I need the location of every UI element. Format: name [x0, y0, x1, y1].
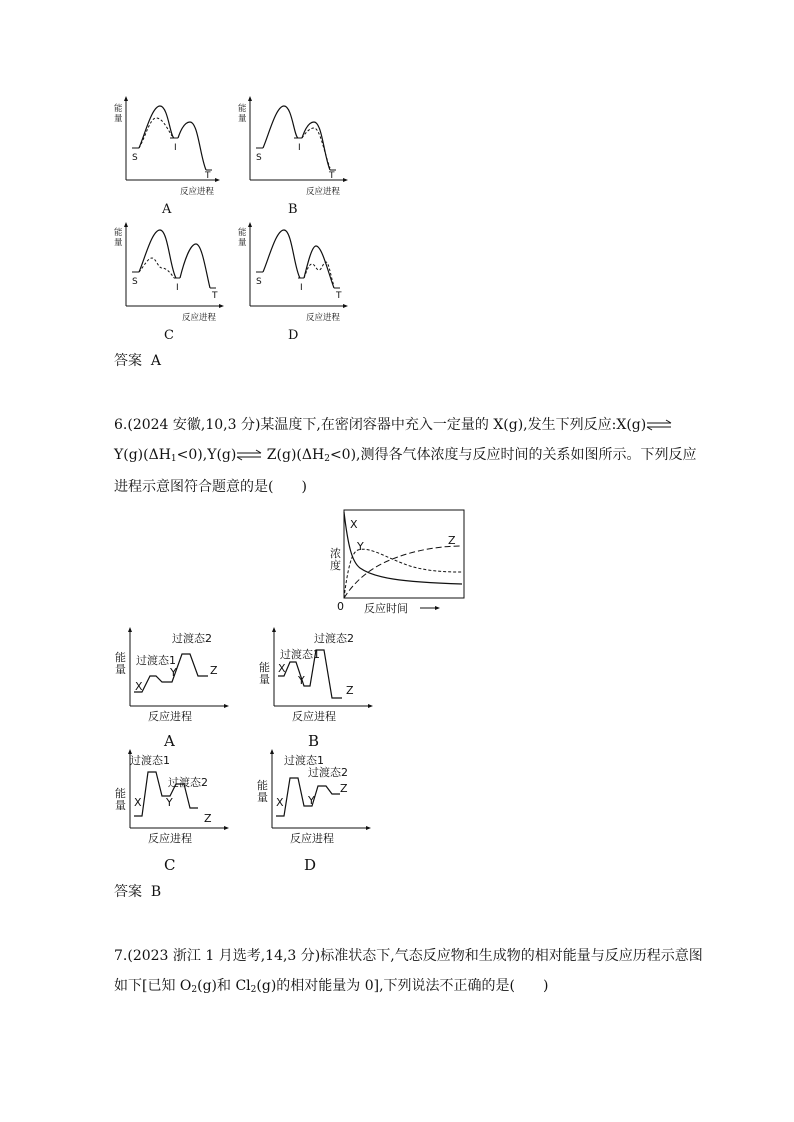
- label-i: I: [298, 143, 301, 153]
- q6-stem-start: 6.(2024 安徽,10,3 分)某温度下,在密闭容器中充入一定量的 X(g),发生下列反应:X(g): [114, 417, 647, 433]
- answer-label: 答案: [114, 353, 142, 369]
- q6-energy-graph-b: [258, 626, 380, 754]
- xlabel: 反应时间: [364, 602, 408, 615]
- energy-plot-d: [256, 748, 378, 876]
- ylabel: 能量: [114, 104, 123, 124]
- option-label: C: [164, 328, 174, 343]
- xlabel: 反应进程: [148, 710, 192, 723]
- q5-graph-b-plot: [236, 96, 352, 216]
- ts2-label: 过渡态2: [308, 766, 348, 779]
- x-label: X: [276, 796, 284, 809]
- option-label: D: [288, 328, 299, 343]
- equilibrium-arrow-icon: [236, 449, 262, 461]
- label-s: S: [256, 277, 262, 287]
- q5-answer: [114, 351, 161, 371]
- xlabel: 反应进程: [182, 313, 217, 323]
- ts1-label: 过渡态1: [136, 654, 176, 667]
- q6-text: Z(g)(ΔH: [266, 447, 325, 463]
- z-label: Z: [346, 684, 354, 697]
- x-label: X: [134, 796, 142, 809]
- x-label: X: [135, 680, 143, 693]
- xlabel: 反应进程: [148, 832, 192, 845]
- q5-graph-c-plot: [112, 222, 228, 344]
- ts1-label: 过渡态1: [280, 648, 320, 661]
- y-label: Y: [308, 794, 315, 807]
- option-label: A: [164, 732, 175, 750]
- option-label: D: [304, 856, 317, 874]
- xlabel: 反应进程: [290, 832, 334, 845]
- q7-text: (g)和 Cl: [197, 978, 251, 994]
- ts2-label: 过渡态2: [168, 776, 208, 789]
- z-label: Z: [340, 782, 348, 795]
- concentration-plot: [330, 506, 470, 618]
- q6-energy-graph-c: [114, 748, 236, 876]
- energy-plot-a: [114, 626, 236, 754]
- ts1-label: 过渡态1: [130, 754, 170, 767]
- y-label: Y: [170, 666, 177, 679]
- option-label: B: [308, 732, 320, 750]
- label-t: T: [329, 171, 335, 181]
- q7-line1: 7.(2023 浙江 1 月选考,14,3 分)标准状态下,气态反应物和生成物的相对能量与反应历程示意图: [114, 948, 703, 964]
- series-y-label: Y: [357, 540, 364, 553]
- q6-text: <0),Y(g): [176, 447, 237, 463]
- q6-line1: [114, 415, 672, 435]
- subscript: 2: [324, 454, 330, 464]
- q6-concentration-graph: [330, 506, 470, 618]
- q6-text: Y(g)(ΔH: [114, 447, 171, 463]
- xlabel: 反应进程: [306, 187, 341, 197]
- subscript: 1: [170, 454, 177, 464]
- answer-label: 答案: [114, 884, 142, 900]
- answer-value: B: [150, 884, 162, 900]
- z-label: Z: [204, 812, 212, 825]
- xlabel: 反应进程: [306, 313, 341, 323]
- answer-value: A: [150, 353, 162, 369]
- subscript: 2: [191, 985, 198, 995]
- q5-graph-a: [112, 96, 222, 216]
- label-t: T: [212, 291, 218, 301]
- q6-line2: [114, 445, 697, 469]
- ylabel: 能量: [259, 661, 270, 686]
- q6-energy-graph-d: [256, 748, 378, 876]
- option-label: A: [162, 202, 172, 217]
- series-z-label: Z: [448, 534, 456, 547]
- label-s: S: [256, 153, 262, 163]
- q6-answer: [114, 882, 161, 902]
- label-s: S: [132, 153, 138, 163]
- ylabel: 能量: [114, 228, 123, 248]
- ts2-label: 过渡态2: [172, 632, 212, 645]
- y-label: Y: [298, 674, 305, 687]
- x-label: X: [278, 662, 286, 675]
- option-label: B: [288, 202, 298, 217]
- label-i: I: [300, 283, 303, 293]
- label-s: S: [132, 277, 138, 287]
- q7-text: 如下[已知 O: [114, 978, 192, 994]
- option-label: C: [164, 856, 176, 874]
- q6-text: <0),测得各气体浓度与反应时间的关系如图所示。下列反应: [329, 447, 697, 463]
- q5-graph-d: [236, 222, 352, 344]
- ylabel: 能量: [238, 104, 247, 124]
- xlabel: 反应进程: [292, 710, 336, 723]
- y-label: Y: [166, 796, 173, 809]
- q5-graph-d-plot: [236, 222, 352, 344]
- series-x-label: X: [350, 518, 358, 531]
- z-label: Z: [210, 664, 218, 677]
- ylabel: 浓度: [330, 547, 341, 572]
- q5-graph-b: [236, 96, 352, 216]
- label-t: T: [205, 171, 211, 181]
- ylabel: 能量: [238, 228, 247, 248]
- ylabel: 能量: [257, 779, 268, 804]
- q7-text: (g)的相对能量为 0],下列说法不正确的是( ): [256, 978, 549, 994]
- ylabel: 能量: [115, 651, 126, 676]
- q5-graph-c: [112, 222, 228, 344]
- q7-line2: [114, 976, 548, 1000]
- ts1-label: 过渡态1: [284, 754, 324, 767]
- label-i: I: [176, 283, 179, 293]
- q6-line3: 进程示意图符合题意的是( ): [114, 479, 307, 495]
- ylabel: 能量: [115, 787, 126, 812]
- ts2-label: 过渡态2: [314, 632, 354, 645]
- subscript: 2: [250, 985, 257, 995]
- q5-graph-a-plot: [112, 96, 222, 216]
- origin-label: 0: [337, 600, 344, 613]
- label-t: T: [336, 291, 342, 301]
- equilibrium-arrow-icon: [646, 419, 672, 431]
- label-i: I: [174, 143, 177, 153]
- xlabel: 反应进程: [180, 187, 215, 197]
- q6-energy-graph-a: [114, 626, 236, 754]
